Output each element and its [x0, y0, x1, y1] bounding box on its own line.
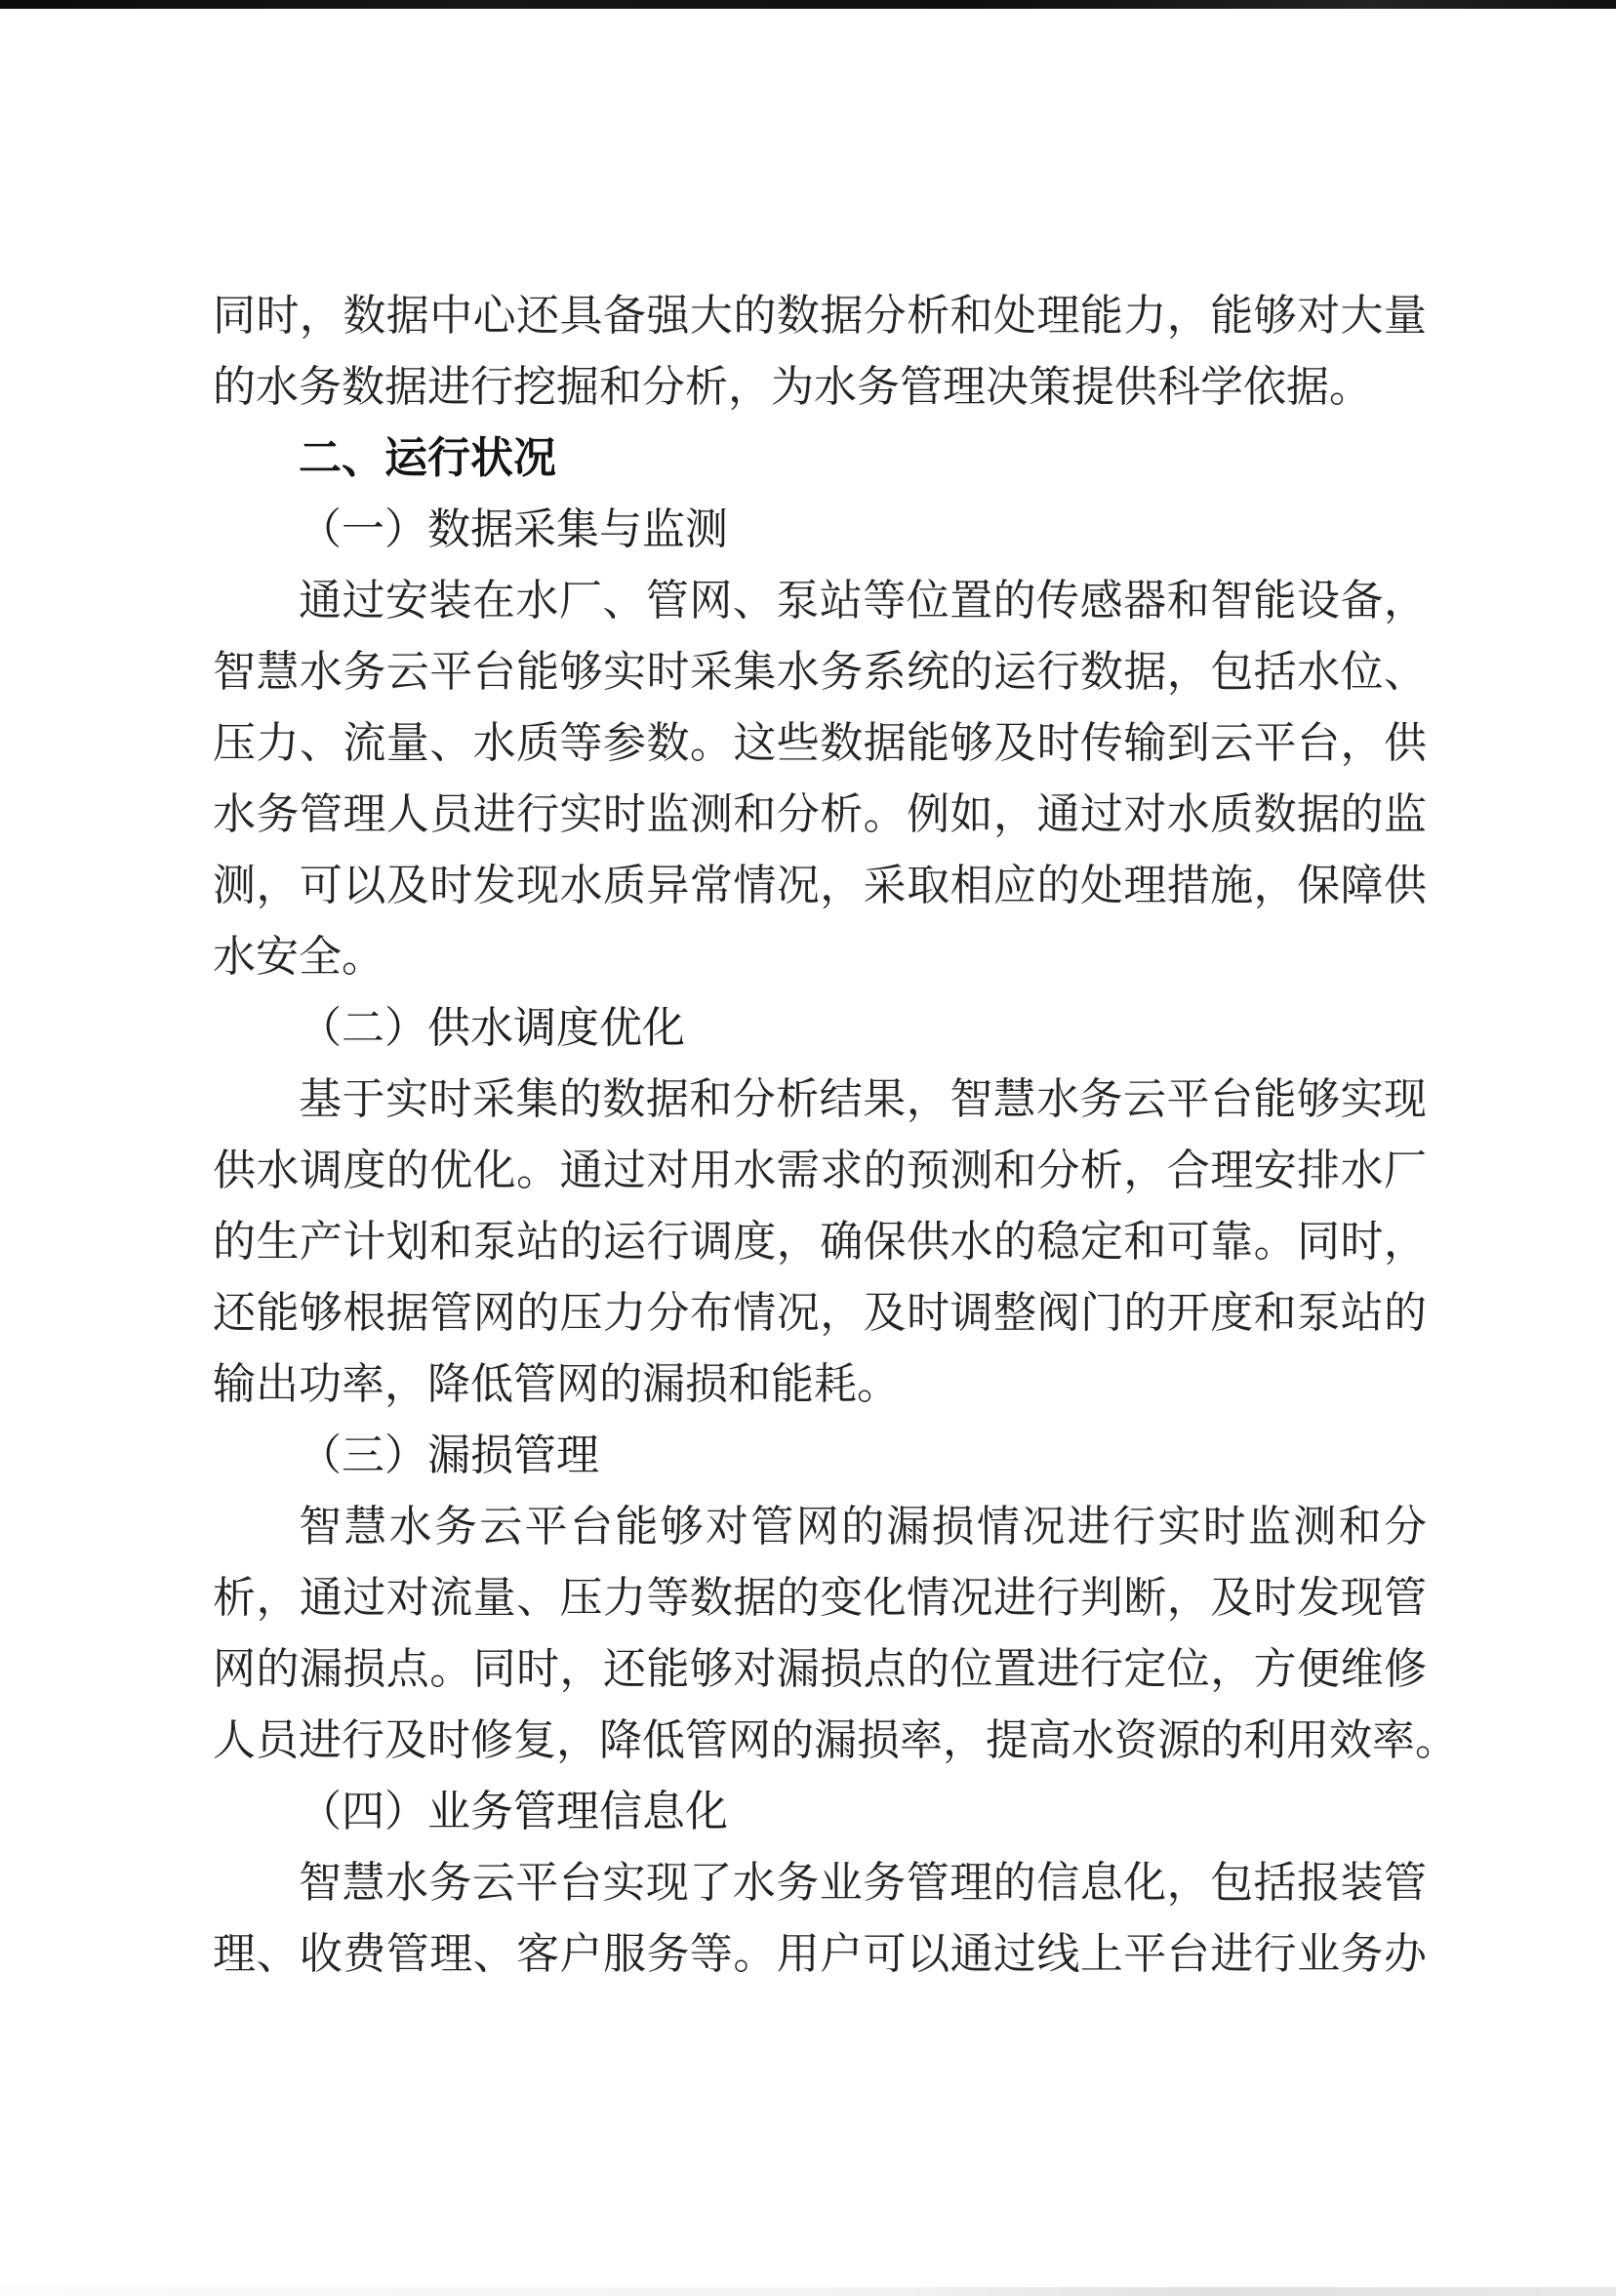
subsection-heading: （四）业务管理信息化: [299, 1788, 728, 1835]
section-heading: 二、运行状况: [299, 434, 556, 482]
paragraph-line: 输出功率，降低管网的漏损和能耗。: [213, 1360, 900, 1408]
paragraph-line: 智慧水务云平台实现了水务业务管理的信息化，包括报装管: [299, 1859, 1427, 1907]
paragraph-line: 供水调度的优化。通过对用水需求的预测和分析，合理安排水厂: [213, 1147, 1427, 1194]
paragraph-line: 的水务数据进行挖掘和分析，为水务管理决策提供科学依据。: [213, 363, 1372, 411]
paragraph-line: 水安全。: [213, 933, 384, 981]
paragraph-line: 智慧水务云平台能够对管网的漏损情况进行实时监测和分: [299, 1503, 1427, 1551]
paragraph-line: 基于实时采集的数据和分析结果，智慧水务云平台能够实现: [299, 1075, 1427, 1123]
subsection-heading: （二）供水调度优化: [299, 1004, 685, 1052]
paragraph-line: 测，可以及时发现水质异常情况，采取相应的处理措施，保障供: [213, 862, 1427, 909]
subsection-heading: （一）数据采集与监测: [299, 505, 728, 553]
paragraph-line: 智慧水务云平台能够实时采集水务系统的运行数据，包括水位、: [213, 648, 1427, 696]
paragraph-line: 还能够根据管网的压力分布情况，及时调整阀门的开度和泵站的: [213, 1289, 1427, 1337]
paragraph-line: 同时，数据中心还具备强大的数据分析和处理能力，能够对大量: [213, 292, 1427, 340]
scan-bottom-edge: [0, 2287, 1616, 2296]
paragraph-line: 网的漏损点。同时，还能够对漏损点的位置进行定位，方便维修: [213, 1645, 1427, 1693]
paragraph-line: 人员进行及时修复，降低管网的漏损率，提高水资源的利用效率。: [213, 1716, 1458, 1764]
paragraph-line: 压力、流量、水质等参数。这些数据能够及时传输到云平台，供: [213, 719, 1427, 767]
paragraph-line: 析，通过对流量、压力等数据的变化情况进行判断，及时发现管: [213, 1574, 1427, 1622]
scan-top-edge: [0, 0, 1616, 9]
paragraph-line: 水务管理人员进行实时监测和分析。例如，通过对水质数据的监: [213, 790, 1427, 838]
document-text: [213, 280, 1458, 1990]
paragraph-line: 通过安装在水厂、管网、泵站等位置的传感器和智能设备，: [299, 577, 1427, 624]
subsection-heading: （三）漏损管理: [299, 1431, 599, 1479]
paragraph-line: 理、收费管理、客户服务等。用户可以通过线上平台进行业务办: [213, 1930, 1427, 1978]
paragraph-line: 的生产计划和泵站的运行调度，确保供水的稳定和可靠。同时，: [213, 1218, 1427, 1266]
